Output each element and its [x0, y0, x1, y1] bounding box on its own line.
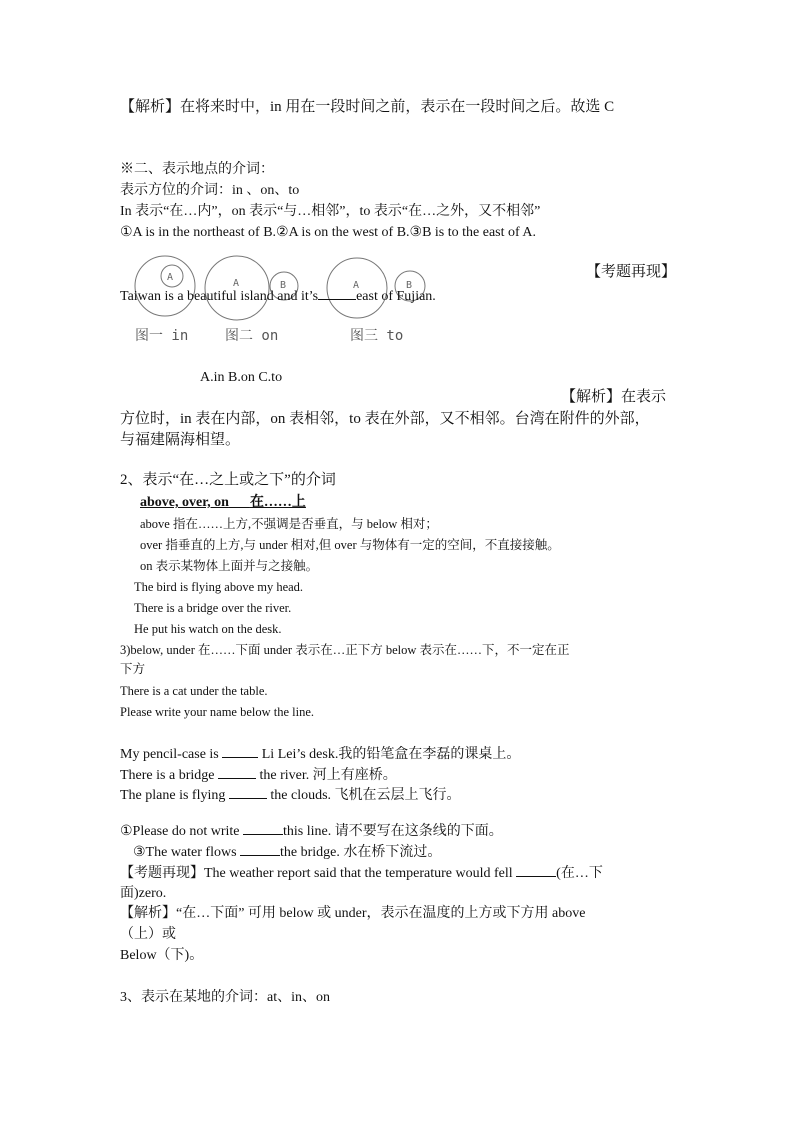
circle-a-label: A: [233, 278, 240, 289]
answer-blank[interactable]: [318, 287, 356, 300]
prep-header: [140, 494, 306, 512]
preposition-examples: ①A is in the northeast of B.②A is on the west of B.③B is to the east of A.: [120, 225, 537, 240]
exercise-text-after: this line. 请不要写在这条线的下面。: [282, 824, 503, 839]
section-title: 3、表示在某地的介词：at、in、on: [120, 990, 330, 1005]
note-line: on 表示某物体上面并与之接触。: [140, 559, 319, 573]
exam-text-after: (在…下: [556, 866, 603, 881]
exercise-text-before: My pencil-case is: [120, 747, 219, 762]
exam-question: [120, 864, 603, 883]
answer-blank[interactable]: [243, 822, 283, 835]
below-under-line: 下方: [120, 662, 146, 676]
exercise-text-before: The plane is flying: [120, 788, 226, 803]
circle-a-label: A: [167, 272, 174, 283]
exam-question: [120, 287, 436, 306]
circle-b-label: B: [406, 280, 413, 291]
analysis-line: 与福建隔海相望。: [120, 432, 241, 448]
answer-blank[interactable]: [222, 745, 258, 758]
below-under-line: 3)below, under 在……下面 under 表示在…正下方 below 表示在……下，不一定在正: [120, 643, 570, 657]
answer-blank[interactable]: [240, 843, 280, 856]
analysis-line: （上）或: [120, 927, 176, 942]
in-outer-circle: [135, 256, 195, 316]
exercise-text-before: There is a bridge: [120, 768, 215, 783]
analysis-line: Below（下)。: [120, 948, 204, 963]
exercise-item: [120, 745, 520, 764]
analysis-line: 方位时，in 表在内部，on 表相邻，to 表在外部，又不相邻。台湾在附件的外部，: [120, 411, 650, 427]
circle-b-label: B: [280, 280, 287, 291]
exam-tag: 【考题再现】: [586, 264, 677, 280]
example-sentence: He put his watch on the desk.: [134, 622, 282, 636]
exam-question-continued: 面)zero.: [120, 886, 167, 901]
note-line: above 指在……上方,不强调是否垂直，与 below 相对；: [140, 517, 438, 531]
exercise-text-after: the river. 河上有座桥。: [259, 768, 397, 783]
note-line: over 指垂直的上方,与 under 相对,但 over 与物体有一定的空间，不直接接触。: [140, 538, 560, 552]
question-text-before: Taiwan is a beautiful island and it’s: [120, 289, 319, 304]
section-subtitle: 表示方位的介词：in 、on、to: [120, 183, 300, 198]
exercise-item: [133, 843, 441, 862]
exercise-text-after: the bridge. 水在桥下流过。: [280, 845, 442, 860]
section-title: 2、表示“在…之上或之下”的介词: [120, 472, 336, 488]
diagram-label-on: 图二 on: [225, 328, 279, 344]
answer-blank[interactable]: [218, 766, 256, 779]
exercise-item: [120, 786, 461, 805]
analysis-line: 【解析】“在…下面” 可用 below 或 under，表示在温度的上方或下方用 above: [120, 906, 586, 921]
analysis-text: 【解析】在将来时中，in 用在一段时间之前，表示在一段时间之后。故选 C: [120, 99, 615, 115]
exercise-text-before: ③The water flows: [133, 845, 237, 860]
exercise-text-after: Li Lei’s desk.我的铅笔盒在李磊的课桌上。: [261, 747, 521, 762]
answer-blank[interactable]: [229, 786, 267, 799]
exercise-item: [120, 822, 503, 841]
exercise-item: [120, 766, 397, 785]
exercise-text-after: the clouds. 飞机在云层上飞行。: [270, 788, 461, 803]
question-text-after: east of Fujian.: [356, 289, 436, 304]
diagram-label-to: 图三 to: [350, 328, 404, 344]
example-sentence: Please write your name below the line.: [120, 705, 315, 719]
circle-a-label: A: [353, 280, 360, 291]
analysis-tag: 【解析】在表示: [561, 389, 667, 405]
prep-words: above, over, on: [140, 495, 229, 510]
answer-blank[interactable]: [516, 864, 556, 877]
prep-meaning: 在……上: [249, 495, 306, 510]
diagram-label-in: 图一 in: [135, 328, 189, 344]
preposition-definition: In 表示“在…内”，on 表示“与…相邻”，to 表示“在…之外，又不相邻”: [120, 204, 541, 219]
example-sentence: The bird is flying above my head.: [134, 580, 304, 594]
example-sentence: There is a cat under the table.: [120, 684, 268, 698]
exam-text-before: 【考题再现】The weather report said that the temperature would fell: [120, 866, 513, 881]
example-sentence: There is a bridge over the river.: [134, 601, 292, 615]
section-title: ※二、表示地点的介词：: [120, 162, 274, 177]
exercise-text-before: ①Please do not write: [120, 824, 240, 839]
answer-options: A.in B.on C.to: [200, 370, 283, 385]
